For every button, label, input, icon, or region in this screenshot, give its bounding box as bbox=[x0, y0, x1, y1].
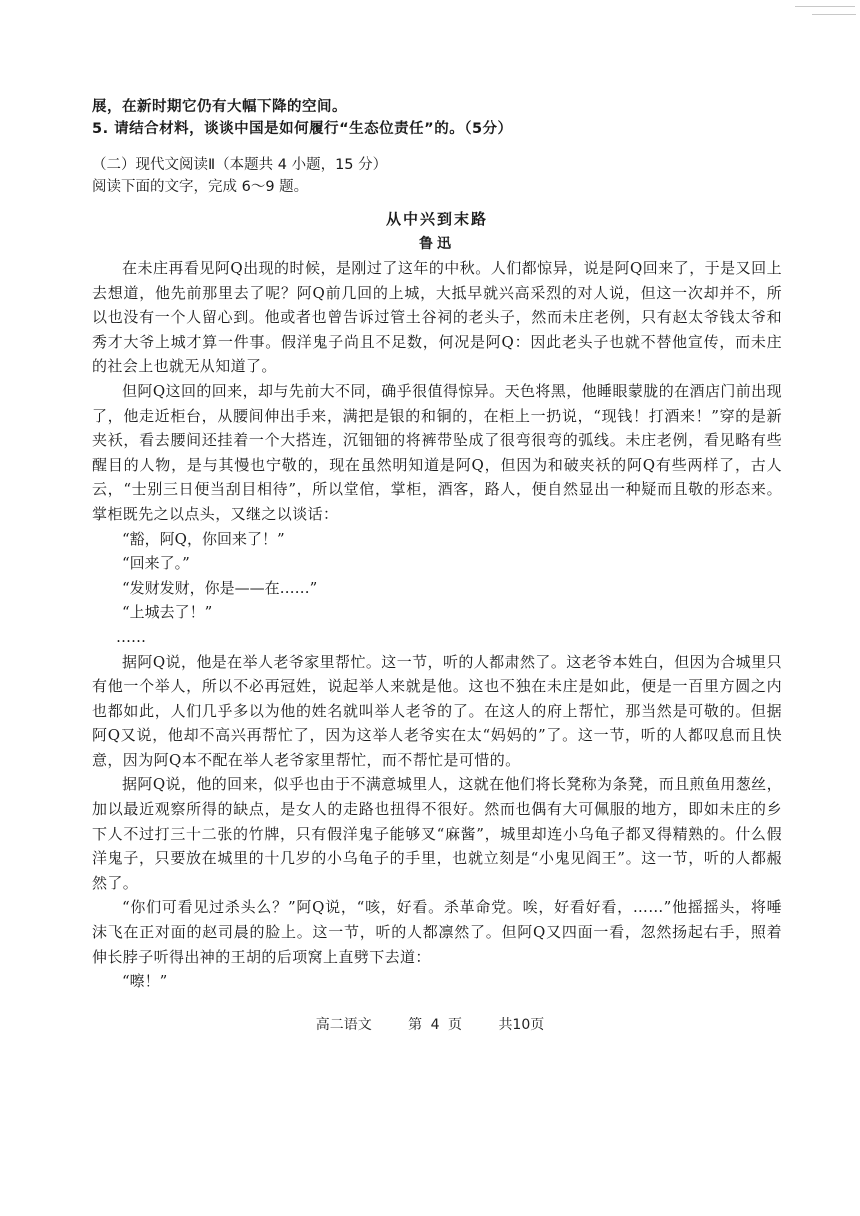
footer-total-pages: 共10页 bbox=[498, 1017, 545, 1033]
dialogue-line-5: “嚓！” bbox=[122, 972, 168, 991]
paragraph-3: 据阿Q说，他是在举人老爷家里帮忙。这一节，听的人都肃然了。这老爷本姓白，但因为合城里只有他一个举人，所以不必再冠姓，说起举人来就是他。这也不独在未庄是如此，便是一百里方圆之内也都如此，人们几乎多以为他的姓名就叫举人老爷的了。在这人的府上帮忙，那当然是可敬的。但据阿Q又说，他却不高兴再帮忙了，因为这举人老爷实在太“妈妈的”了。这一节，听的人都叹息而且快意，因为阿Q本不配在举人老爷家里帮忙，而不帮忙是可惜的。 bbox=[92, 652, 782, 769]
question-5: 5. 请结合材料，谈谈中国是如何履行“生态位责任”的。（5分） bbox=[92, 121, 513, 137]
page-content bbox=[92, 96, 782, 994]
omission-ellipsis: …… bbox=[116, 627, 146, 646]
dialogue-line-1: “豁，阿Q，你回来了！” bbox=[122, 529, 285, 548]
previous-answer-tail: 展，在新时期它仍有大幅下降的空间。 bbox=[92, 99, 347, 115]
scan-artifact-line bbox=[795, 6, 855, 7]
dialogue-line-3: “发财发财，你是——在……” bbox=[122, 578, 318, 597]
article-author: 鲁迅 bbox=[419, 236, 455, 252]
section-instruction: 阅读下面的文字，完成 6～9 题。 bbox=[92, 179, 309, 195]
article-title: 从中兴到末路 bbox=[385, 210, 488, 228]
footer-subject: 高二语文 bbox=[315, 1017, 372, 1033]
spacer bbox=[92, 140, 782, 154]
dialogue-line-2: “回来了。” bbox=[122, 554, 190, 573]
dialogue-line-4: “上城去了！” bbox=[122, 603, 213, 622]
paragraph-4: 据阿Q说，他的回来，似乎也由于不满意城里人，这就在他们将长凳称为条凳，而且煎鱼用葱丝，加以最近观察所得的缺点，是女人的走路也扭得不很好。然而也偶有大可佩服的地方，即如未庄的乡下人不过打三十二张的竹牌，只有假洋鬼子能够叉“麻酱”，城里却连小乌龟子都叉得精熟的。什么假洋鬼子，只要放在城里的十几岁的小乌龟子的手里，也就立刻是“小鬼见阎王”。这一节，听的人都赧然了。 bbox=[92, 775, 782, 892]
paragraph-5: “你们可看见过杀头么？”阿Q说，“咳，好看。杀革命党。唉，好看好看，……”他摇摇头，将唾沫飞在正对面的赵司晨的脸上。这一节，听的人都凛然了。但阿Q又四面一看，忽然扬起右手，照着伸长脖子听得出神的王胡的后项窝上直劈下去道： bbox=[92, 898, 782, 966]
footer-page-number: 第 4 页 bbox=[408, 1017, 462, 1033]
scan-artifact-line bbox=[812, 14, 856, 15]
page-footer bbox=[0, 1014, 860, 1034]
section-heading: （二）现代文阅读Ⅱ（本题共 4 小题，15 分） bbox=[92, 157, 388, 173]
paragraph-1: 在未庄再看见阿Q出现的时候，是刚过了这年的中秋。人们都惊异，说是阿Q回来了，于是又回上去想道，他先前那里去了呢？阿Q前几回的上城，大抵早就兴高采烈的对人说，但这一次却并不，所以也没有一个人留心到。他或者也曾告诉过管土谷祠的老头子，然而未庄老例，只有赵太爷钱太爷和秀才大爷上城才算一件事。假洋鬼子尚且不足数，何况是阿Q：因此老头子也就不替他宣传，而未庄的社会上也就无从知道了。 bbox=[92, 259, 782, 376]
paragraph-2: 但阿Q这回的回来，却与先前大不同，确乎很值得惊异。天色将黑，他睡眼蒙胧的在酒店门前出现了，他走近柜台，从腰间伸出手来，满把是银的和铜的，在柜上一扔说，“现钱！打酒来！”穿的是新夹袄，看去腰间还挂着一个大搭连，沉钿钿的将裤带坠成了很弯很弯的弧线。未庄老例，看见略有些醒目的人物，是与其慢也宁敬的，现在虽然明知道是阿Q，但因为和破夹袄的阿Q有些两样了，古人云，“士别三日便当刮目相待”，所以堂倌，掌柜，酒客，路人，便自然显出一种疑而且敬的形态来。掌柜既先之以点头，又继之以谈话： bbox=[92, 381, 782, 523]
